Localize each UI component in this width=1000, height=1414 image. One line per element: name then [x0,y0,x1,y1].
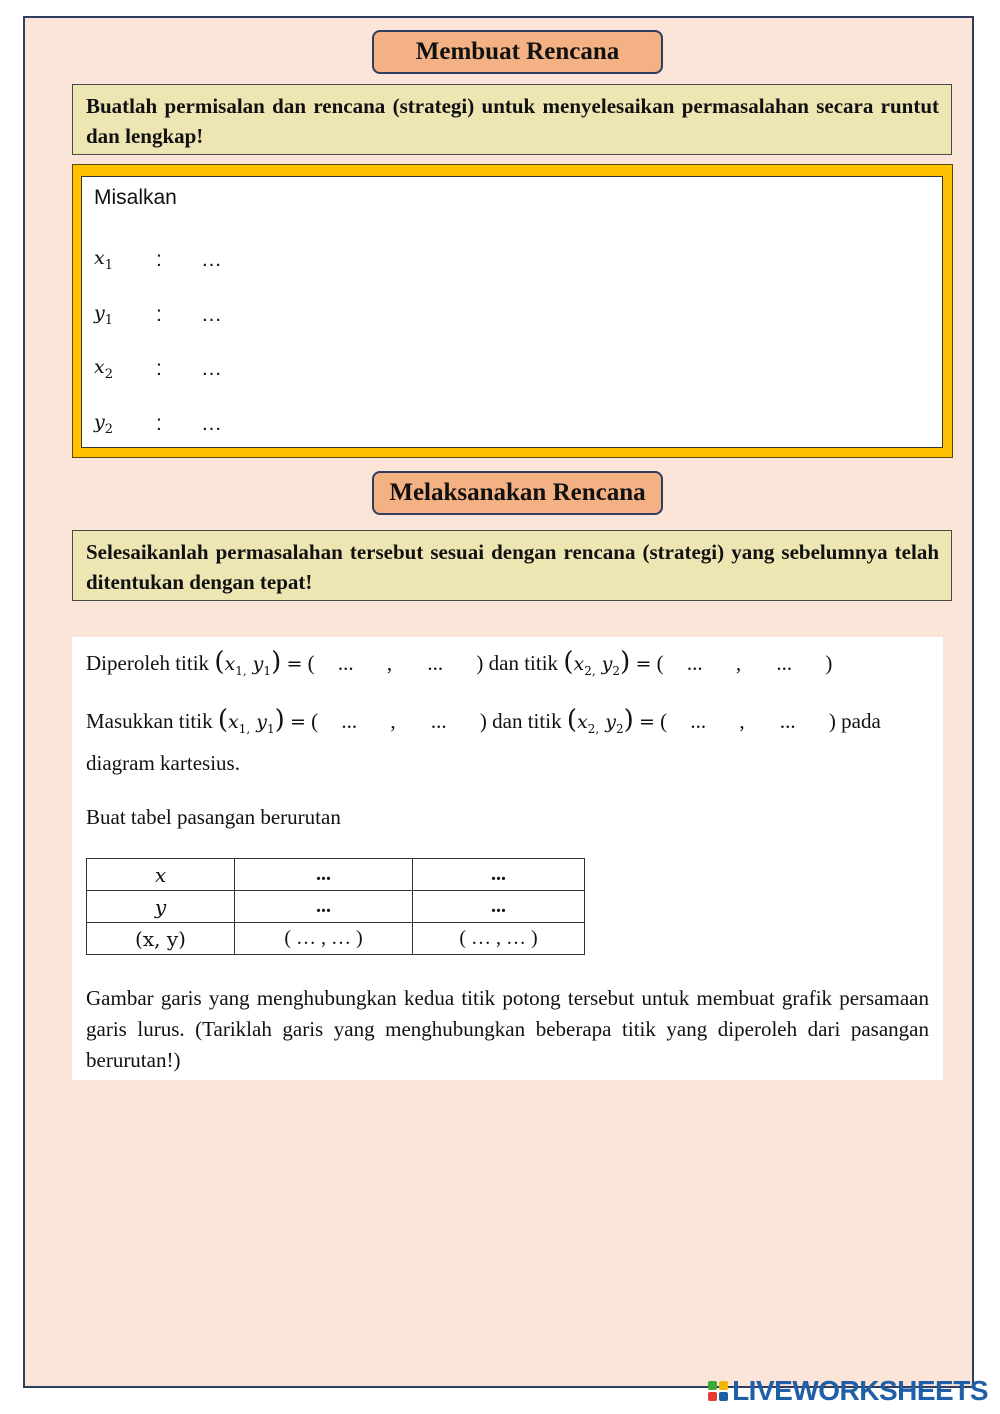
table-row [87,859,585,891]
variable-row-y1 [94,300,222,330]
table-header-cell: x [87,859,235,891]
table-answer-cell[interactable]: ( … , … ) [413,923,585,955]
blank-plot-x1[interactable]: ... [341,709,358,733]
blank-plot-y2[interactable]: ... [779,709,796,733]
plot-points-line: Masukkan titik ($x_{1,}$ $y_1$) = ( ... , ... ) dan titik ($x_{2,}$ $y_2$) = ( ... , ... ) pada [86,705,881,736]
blank-y2[interactable]: ... [776,651,793,675]
table-answer-cell[interactable]: ( … , … ) [235,923,413,955]
blank-plot-x2[interactable]: ... [690,709,707,733]
table-header-cell: (x, y) [87,923,235,955]
plan-instruction: Buatlah permisalan dan rencana (strategi) untuk menyelesaikan permasalahan secara runtut dan lengkap! [72,84,952,155]
variable-answer-field[interactable]: … [201,303,222,326]
table-answer-cell[interactable]: ... [235,891,413,923]
variable-row-x1 [94,245,222,275]
variable-symbol: $x_2$ [94,356,113,382]
variable-separator: : [156,303,162,326]
variable-separator: : [156,248,162,271]
blank-y1[interactable]: ... [427,651,444,675]
variable-symbol: $x_1$ [94,247,113,273]
closing-instruction: Gambar garis yang menghubungkan kedua titik potong tersebut untuk membuat grafik persamaan garis lurus. (Tariklah garis yang menghubungkan beberapa titik yang diperoleh dari pasangan berurutan!) [86,986,929,1072]
variable-row-y2 [94,409,222,439]
table-header-cell: y [87,891,235,923]
variables-box [72,164,953,458]
variable-separator: : [156,412,162,435]
ordered-pair-table [86,858,585,955]
variable-symbol: $y_2$ [94,411,114,437]
variable-answer-field[interactable]: … [201,357,222,380]
table-answer-cell[interactable]: ... [413,891,585,923]
blank-x1[interactable]: ... [337,651,354,675]
misalkan-label: Misalkan [94,186,177,209]
execute-instruction: Selesaikanlah permasalahan tersebut sesuai dengan rencana (strategi) yang sebelumnya telah ditentukan dengan tepat! [72,530,952,601]
section-title-plan: Membuat Rencana [372,30,663,74]
points-line: Diperoleh titik ($x_{1,}$ $y_1$) = ( ... , ... ) dan titik ($x_{2,}$ $y_2$) = ( ... , ... ) [86,647,833,678]
liveworksheets-logo [708,1375,988,1407]
section-title-execute: Melaksanakan Rencana [372,471,663,515]
brand-icon [708,1381,728,1401]
variable-answer-field[interactable]: … [201,412,222,435]
variable-answer-field[interactable]: … [201,248,222,271]
variable-row-x2 [94,354,222,384]
variables-inner [81,176,943,448]
table-row [87,923,585,955]
table-answer-cell[interactable]: ... [413,859,585,891]
table-row [87,891,585,923]
table-answer-cell[interactable]: ... [235,859,413,891]
variable-symbol: $y_1$ [94,302,114,328]
blank-x2[interactable]: ... [686,651,703,675]
table-intro: Buat tabel pasangan berurutan [86,805,341,829]
diagram-line: diagram kartesius. [86,751,240,775]
brand-name: LIVEWORKSHEETS [732,1375,988,1406]
variable-separator: : [156,357,162,380]
blank-plot-y1[interactable]: ... [430,709,447,733]
